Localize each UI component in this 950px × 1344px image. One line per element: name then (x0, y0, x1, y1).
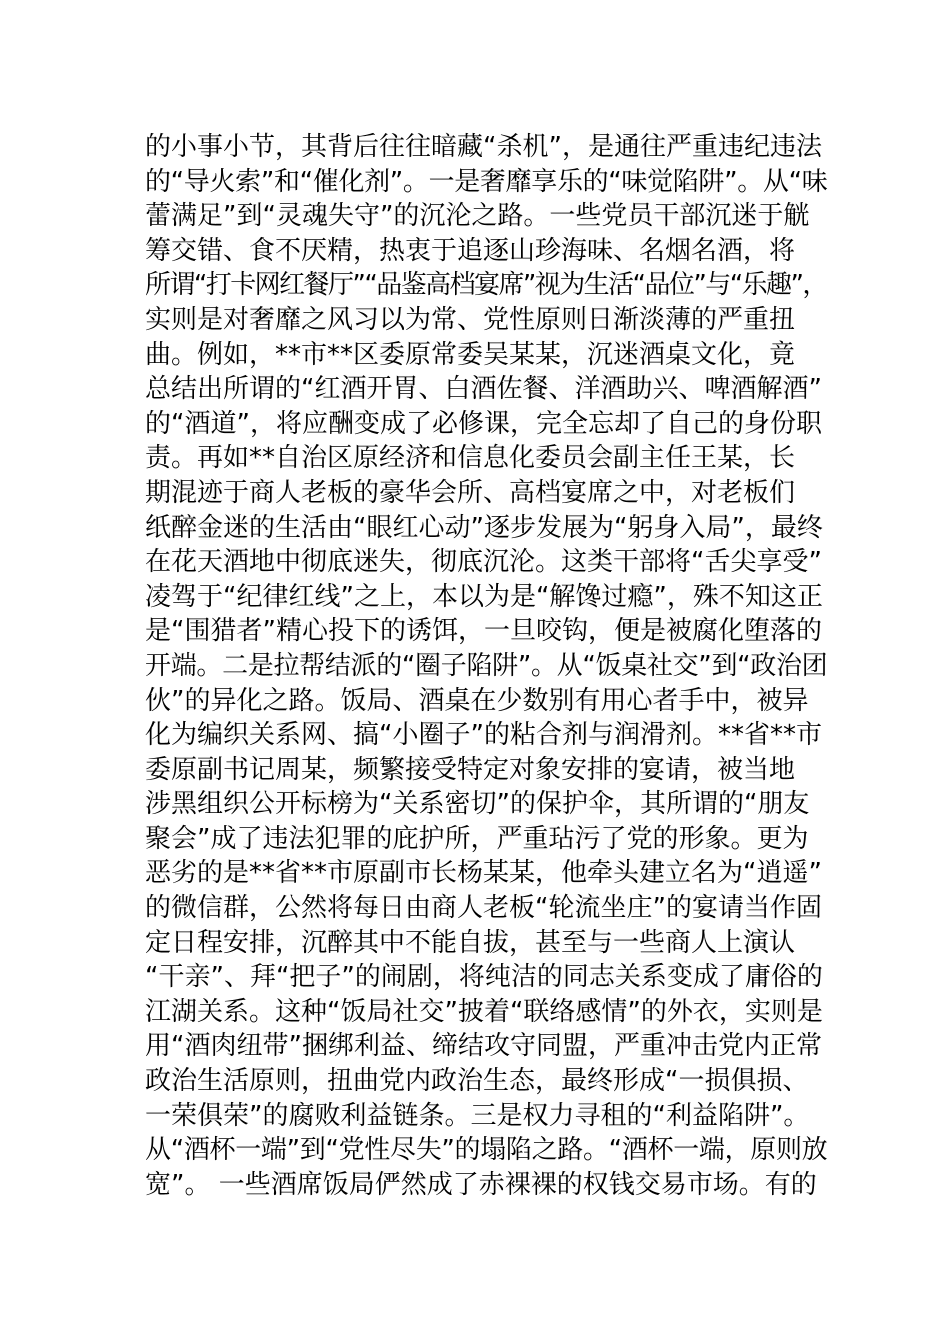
text-line: 的“导火索”和“催化剂”。一是奢靡享乐的“味觉陷阱”。从“味 (145, 166, 828, 197)
text-line: 实则是对奢靡之风习以为常、党性原则日渐淡薄的严重扭 (145, 304, 796, 335)
text-line: 聚会”成了违法犯罪的庇护所，严重玷污了党的形象。更为 (145, 823, 809, 854)
text-line: 在花天酒地中彻底迷失，彻底沉沦。这类干部将“舌尖享受” (145, 547, 822, 578)
text-line: 筹交错、食不厌精，热衷于追逐山珍海味、名烟名酒，将 (145, 235, 796, 266)
text-line: 期混迹于商人老板的豪华会所、高档宴席之中，对老板们 (145, 477, 796, 508)
text-line: 纸醉金迷的生活由“眼红心动”逐步发展为“躬身入局”，最终 (145, 512, 823, 543)
text-line: 化为编织关系网、搞“小圈子”的粘合剂与润滑剂。**省**市 (145, 720, 822, 751)
text-line: 的小事小节，其背后往往暗藏“杀机”，是通往严重违纪违法 (145, 132, 822, 162)
text-line: 责。再如**自治区原经济和信息化委员会副主任王某，长 (145, 443, 796, 474)
text-line: 是“围猎者”精心投下的诱饵，一旦咬钩，便是被腐化堕落的 (145, 616, 822, 647)
text-line: 一荣俱荣”的腐败利益链条。三是权力寻租的“利益陷阱”。 (145, 1100, 810, 1131)
text-line: 用“酒肉纽带”捆绑利益、缔结攻守同盟，严重冲击党内正常 (145, 1031, 822, 1062)
text-line: 从“酒杯一端”到“党性尽失”的塌陷之路。“酒杯一端，原则放 (145, 1135, 828, 1166)
text-line: 凌驾于“纪律红线”之上，本以为是“解馋过瘾”，殊不知这正 (145, 581, 823, 612)
text-line: 委原副书记周某，频繁接受特定对象安排的宴请，被当地 (145, 754, 796, 785)
body-paragraph (145, 130, 828, 1202)
text-line: 恶劣的是**省**市原副市长杨某某，他牵头建立名为“逍遥” (145, 858, 822, 889)
text-line: 涉黑组织公开标榜为“关系密切”的保护伞，其所谓的“朋友 (145, 789, 810, 820)
text-line: 蕾满足”到“灵魂失守”的沉沦之路。一些党员干部沉迷于觥 (145, 201, 810, 232)
text-line: 曲。例如，**市**区委原常委吴某某，沉迷酒桌文化，竟 (145, 339, 796, 370)
text-line: 开端。二是拉帮结派的“圈子陷阱”。从“饭桌社交”到“政治团 (145, 650, 828, 681)
text-line: 定日程安排，沉醉其中不能自拔，甚至与一些商人上演认 (145, 927, 796, 958)
text-line: 的“酒道”，将应酬变成了必修课，完全忘却了自己的身份职 (145, 408, 822, 439)
text-line: 宽”。 一些酒席饭局俨然成了赤裸裸的权钱交易市场。有的 (145, 1169, 817, 1200)
text-line: 总结出所谓的“红酒开胃、白酒佐餐、洋酒助兴、啤酒解酒” (145, 374, 822, 405)
text-line: 政治生活原则，扭曲党内政治生态，最终形成“一损俱损、 (145, 1066, 809, 1097)
text-line: “干亲”、拜“把子”的闹剧，将纯洁的同志关系变成了庸俗的 (145, 962, 823, 993)
text-line: 的微信群，公然将每日由商人老板“轮流坐庄”的宴请当作固 (145, 893, 822, 924)
text-line: 所谓“打卡网红餐厅”“品鉴高档宴席”视为生活“品位”与“乐趣”， (145, 270, 827, 301)
text-line: 江湖关系。这种“饭局社交”披着“联络感情”的外衣，实则是 (145, 996, 823, 1027)
text-line: 伙”的异化之路。饭局、酒桌在少数别有用心者手中，被异 (145, 685, 809, 716)
